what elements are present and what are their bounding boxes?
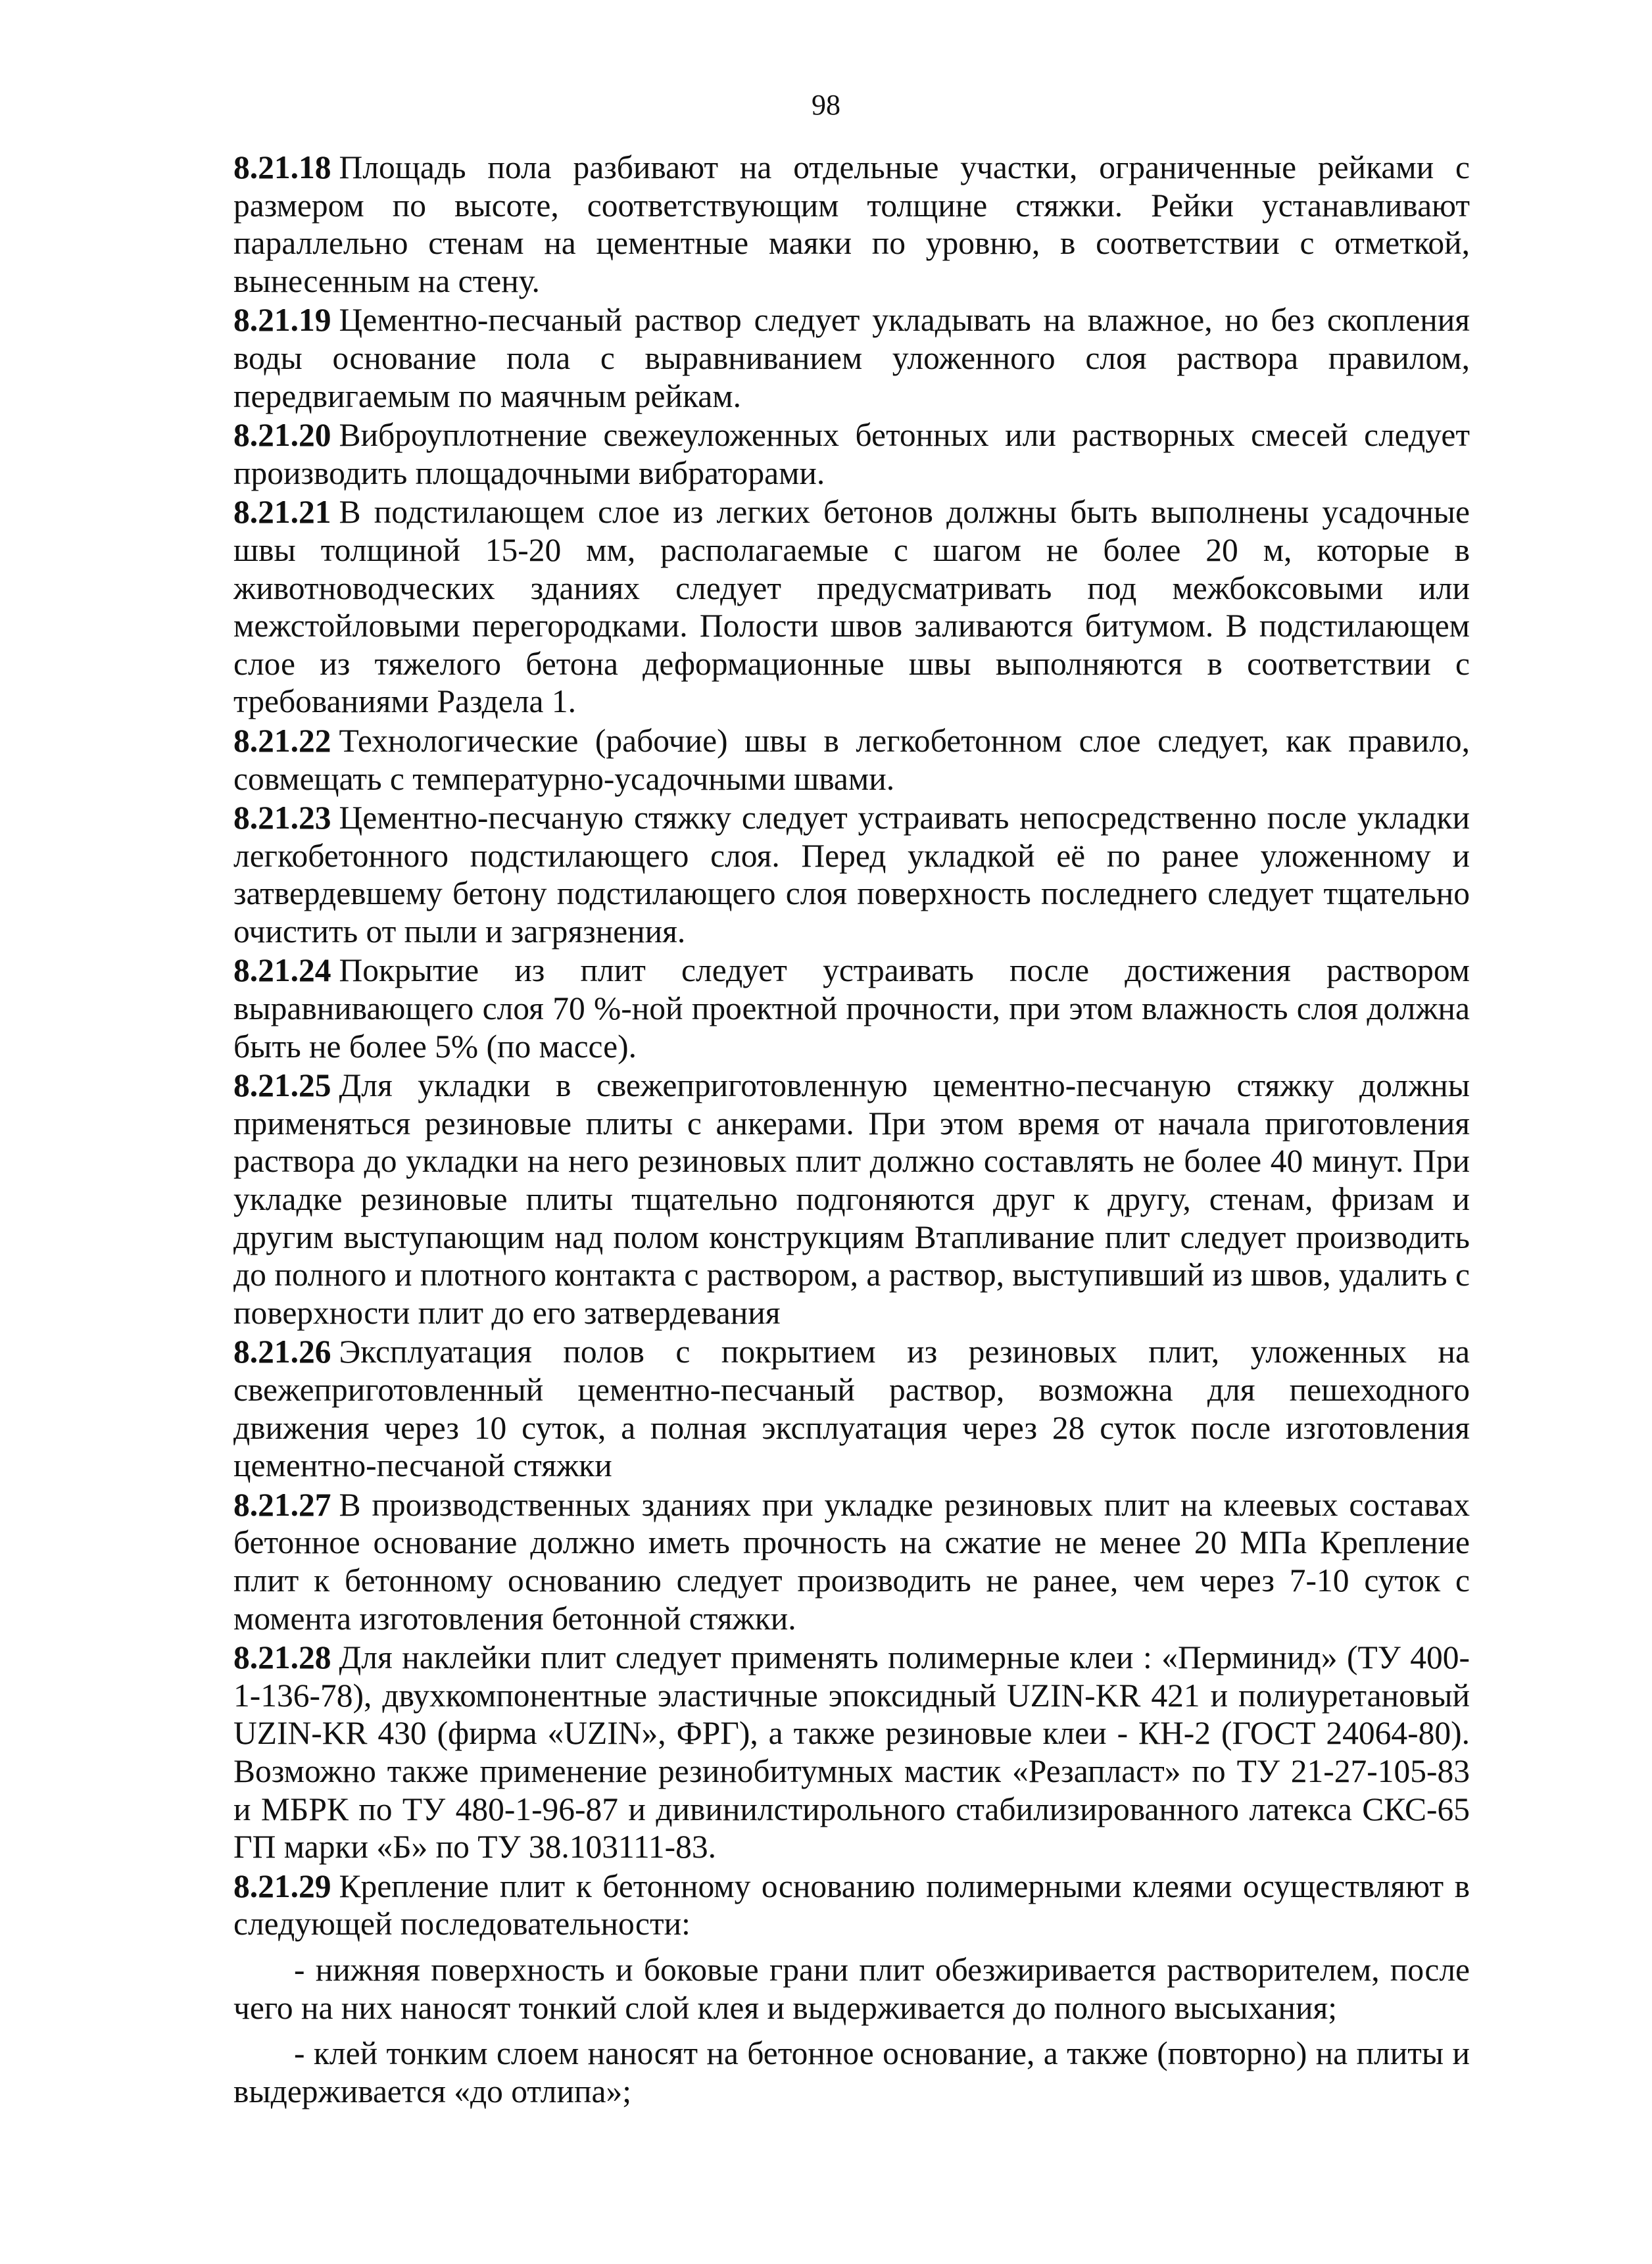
paragraph-text: Цементно-песчаный раствор следует укладывать на влажное, но без скопления воды основание пола с выравниванием уложенного слоя раствора правилом, передвигаемым по маячным рейкам. — [233, 302, 1470, 414]
paragraph-text: Для укладки в свежеприготовленную цементно-песчаную стяжку должны применяться резиновые плиты с анкерами. При этом время от начала приготовления раствора до укладки на него резиновых плит должно составлять не более 40 минут. При укладке резиновые плиты тщательно подгоняются друг к другу, стенам, фризам и другим выступающим над полом конструкциям Втапливание плит следует производить до полного и плотного контакта с раствором, а раствор, выступивший из швов, удалить с поверхности плит до его затвердевания — [233, 1067, 1470, 1331]
paragraph-8-21-23 — [233, 799, 1470, 950]
clause-number: 8.21.26 — [233, 1334, 331, 1370]
clause-number: 8.21.19 — [233, 302, 331, 339]
paragraph-text: Технологические (рабочие) швы в легкобетонном слое следует, как правило, совмещать с температурно-усадочными швами. — [233, 722, 1470, 797]
clause-number: 8.21.22 — [233, 722, 331, 759]
paragraph-8-21-25 — [233, 1067, 1470, 1332]
paragraph-text: Для наклейки плит следует применять полимерные клеи : «Перминид» (ТУ 400-1-136-78), двухкомпонентные эластичные эпоксидный UZIN-KR 421 и полиуретановый UZIN-KR 430 (фирма «UZIN», ФРГ), а также резиновые клеи - КН-2 (ГОСТ 24064-80). Возможно также применение резинобитумных мастик «Резапласт» по ТУ 21-27-105-83 и МБРК по ТУ 480-1-96-87 и дивинилстирольного стабилизированного латекса СКС-65 ГП марки «Б» по ТУ 38.103111-83. — [233, 1639, 1470, 1866]
clause-number: 8.21.29 — [233, 1867, 331, 1904]
paragraph-text: Цементно-песчаную стяжку следует устраивать непосредственно после укладки легкобетонного подстилающего слоя. Перед укладкой её по ранее уложенному и затвердевшему бетону подстилающего слоя поверхность последнего следует тщательно очистить от пыли и загрязнения. — [233, 800, 1470, 950]
clause-number: 8.21.18 — [233, 149, 331, 185]
clause-number: 8.21.21 — [233, 494, 331, 531]
clause-number: 8.21.27 — [233, 1486, 331, 1523]
paragraph-text: Площадь пола разбивают на отдельные участки, ограниченные рейками с размером по высоте, соответствующим толщине стяжки. Рейки устанавливают параллельно стенам на цементные маяки по уровню, в соответствии с отметкой, вынесенным на стену. — [233, 149, 1470, 299]
paragraph-8-21-20 — [233, 416, 1470, 492]
list-item: - нижняя поверхность и боковые грани плит обезжиривается растворителем, после чего на них наносят тонкий слой клея и выдерживается до полного высыхания; — [233, 1951, 1470, 2026]
document-body — [233, 149, 1470, 2110]
paragraph-8-21-19 — [233, 301, 1470, 415]
paragraph-text: Виброуплотнение свежеуложенных бетонных или растворных смесей следует производить площадочными вибраторами. — [233, 417, 1470, 491]
clause-number: 8.21.20 — [233, 417, 331, 454]
paragraph-8-21-26 — [233, 1333, 1470, 1484]
page-number: 98 — [812, 89, 840, 121]
paragraph-8-21-22 — [233, 722, 1470, 798]
paragraph-text: В производственных зданиях при укладке резиновых плит на клеевых составах бетонное основание должно иметь прочность на сжатие не менее 20 МПа Крепление плит к бетонному основанию следует производить не ранее, чем через 7-10 суток с момента изготовления бетонной стяжки. — [233, 1486, 1470, 1637]
paragraph-text: Крепление плит к бетонному основанию полимерными клеями осуществляют в следующей последовательности: — [233, 1867, 1470, 1942]
paragraph-8-21-18 — [233, 149, 1470, 300]
paragraph-8-21-27 — [233, 1486, 1470, 1637]
paragraph-8-21-21 — [233, 493, 1470, 721]
clause-number: 8.21.28 — [233, 1639, 331, 1676]
clause-number: 8.21.25 — [233, 1067, 331, 1104]
paragraph-text: Покрытие из плит следует устраивать после достижения раствором выравнивающего слоя 70 %-ной проектной прочности, при этом влажность слоя должна быть не более 5% (по массе). — [233, 952, 1470, 1065]
clause-number: 8.21.24 — [233, 952, 331, 989]
paragraph-text: Эксплуатация полов с покрытием из резиновых плит, уложенных на свежеприготовленный цементно-песчаный раствор, возможна для пешеходного движения через 10 суток, а полная эксплуатация через 28 суток после изготовления цементно-песчаной стяжки — [233, 1334, 1470, 1484]
clause-number: 8.21.23 — [233, 800, 331, 836]
paragraph-8-21-24 — [233, 951, 1470, 1065]
paragraph-text: В подстилающем слое из легких бетонов должны быть выполнены усадочные швы толщиной 15-20 мм, располагаемые с шагом не более 20 м, которые в животноводческих зданиях следует предусматривать под межбоксовыми или межстойловыми перегородками. Полости швов заливаются битумом. В подстилающем слое из тяжелого бетона деформационные швы выполняются в соответствии с требованиями Раздела 1. — [233, 494, 1470, 720]
paragraph-8-21-29 — [233, 1867, 1470, 1943]
list-item: - клей тонким слоем наносят на бетонное основание, а также (повторно) на плиты и выдерживается «до отлипа»; — [233, 2035, 1470, 2109]
paragraph-8-21-28 — [233, 1639, 1470, 1866]
